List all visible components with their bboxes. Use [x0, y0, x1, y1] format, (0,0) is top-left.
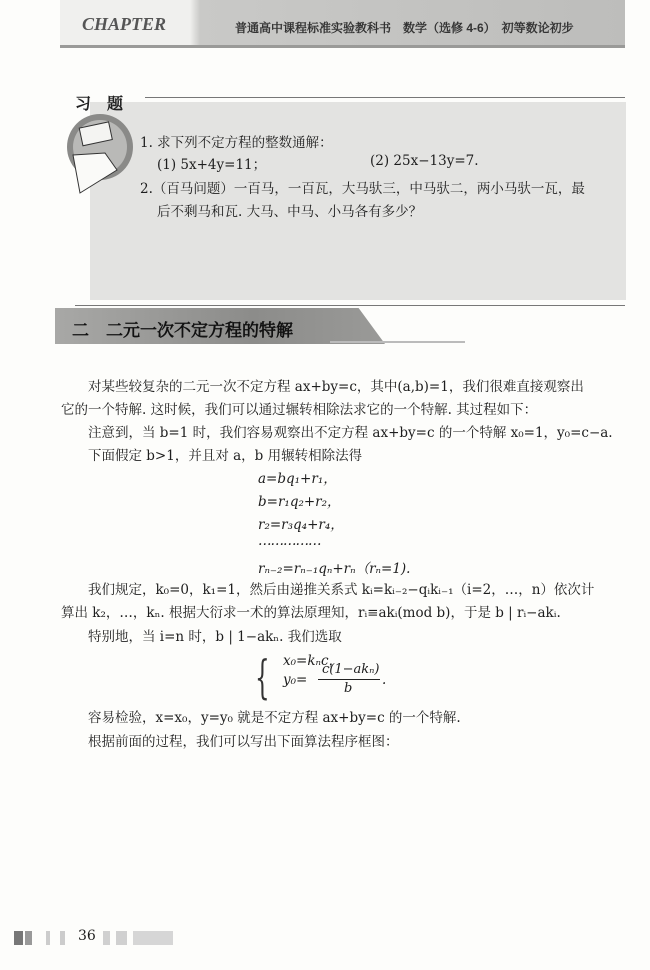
- question-1b: (2) 25x−13y=7.: [370, 153, 479, 169]
- equation-2: b=r₁q₂+r₂，: [258, 494, 341, 510]
- equation-3: r₂=r₃q₄+r₄，: [258, 517, 344, 533]
- divider: [145, 97, 625, 98]
- equation-1: a=bq₁+r₁，: [258, 471, 337, 487]
- paragraph-5: 特别地，当 i=n 时，b | 1−akₙ. 我们选取: [88, 629, 342, 645]
- equation-4: rₙ₋₂=rₙ₋₁qₙ+rₙ（rₙ=1).: [258, 561, 411, 577]
- section-title: 二 二元一次不定方程的特解: [72, 321, 293, 341]
- page-number: 36: [78, 928, 96, 944]
- divider: [330, 341, 465, 343]
- equation-dots: ……………: [258, 533, 321, 549]
- paragraph-1-line1: 对某些较复杂的二元一次不定方程 ax+by=c，其中(a,b)=1，我们很难直接观察出: [88, 379, 584, 395]
- paragraph-1-line2: 它的一个特解. 这时候，我们可以通过辗转相除法求它的一个特解. 其过程如下：: [61, 402, 538, 418]
- brace: {: [255, 650, 270, 704]
- system-eq-2-numerator: c(1−akₙ): [322, 662, 380, 677]
- exercise-box: [70, 94, 626, 307]
- book-title: 普通高中课程标准实验教科书 数学（选修 4-6） 初等数论初步: [235, 21, 574, 35]
- paragraph-2: 注意到，当 b=1 时，我们容易观察出不定方程 ax+by=c 的一个特解 x₀=1，y₀=c−a.: [88, 425, 613, 441]
- divider: [75, 305, 625, 306]
- paragraph-3: 下面假定 b>1，并且对 a，b 用辗转相除法得: [88, 448, 363, 464]
- question-1: 1. 求下列不定方程的整数通解：: [140, 135, 333, 151]
- paragraph-4-line1: 我们规定，k₀=0，k₁=1，然后由递推关系式 kᵢ=kᵢ₋₂−qᵢkᵢ₋₁（i=2，…，n）依次计: [88, 582, 595, 598]
- question-1a: (1) 5x+4y=11；: [157, 157, 267, 173]
- chapter-label: CHAPTER: [82, 14, 167, 34]
- paragraph-4-line2: 算出 k₂，…，kₙ. 根据大衍求一术的算法原理知，rᵢ≡akᵢ(mod b)，于是 b | rᵢ−akᵢ.: [61, 605, 561, 621]
- question-2-line1: 2.（百马问题）一百马，一百瓦，大马驮三，中马驮二，两小马驮一瓦，最: [140, 181, 585, 197]
- running-header: [60, 0, 625, 48]
- system-eq-2-period: .: [382, 672, 387, 688]
- paragraph-6: 容易检验，x=x₀，y=y₀ 就是不定方程 ax+by=c 的一个特解.: [88, 710, 461, 726]
- question-2-line2: 后不剩马和瓦. 大马、中马、小马各有多少？: [157, 204, 423, 220]
- paragraph-7: 根据前面的过程，我们可以写出下面算法程序框图：: [88, 734, 399, 750]
- system-eq-2-lhs: y₀=: [283, 672, 308, 688]
- fraction-bar: [318, 679, 380, 680]
- system-eq-1: x₀=kₙc，: [283, 653, 343, 669]
- exercise-badge-label: 习 题: [75, 94, 124, 113]
- system-eq-2-denominator: b: [344, 681, 353, 696]
